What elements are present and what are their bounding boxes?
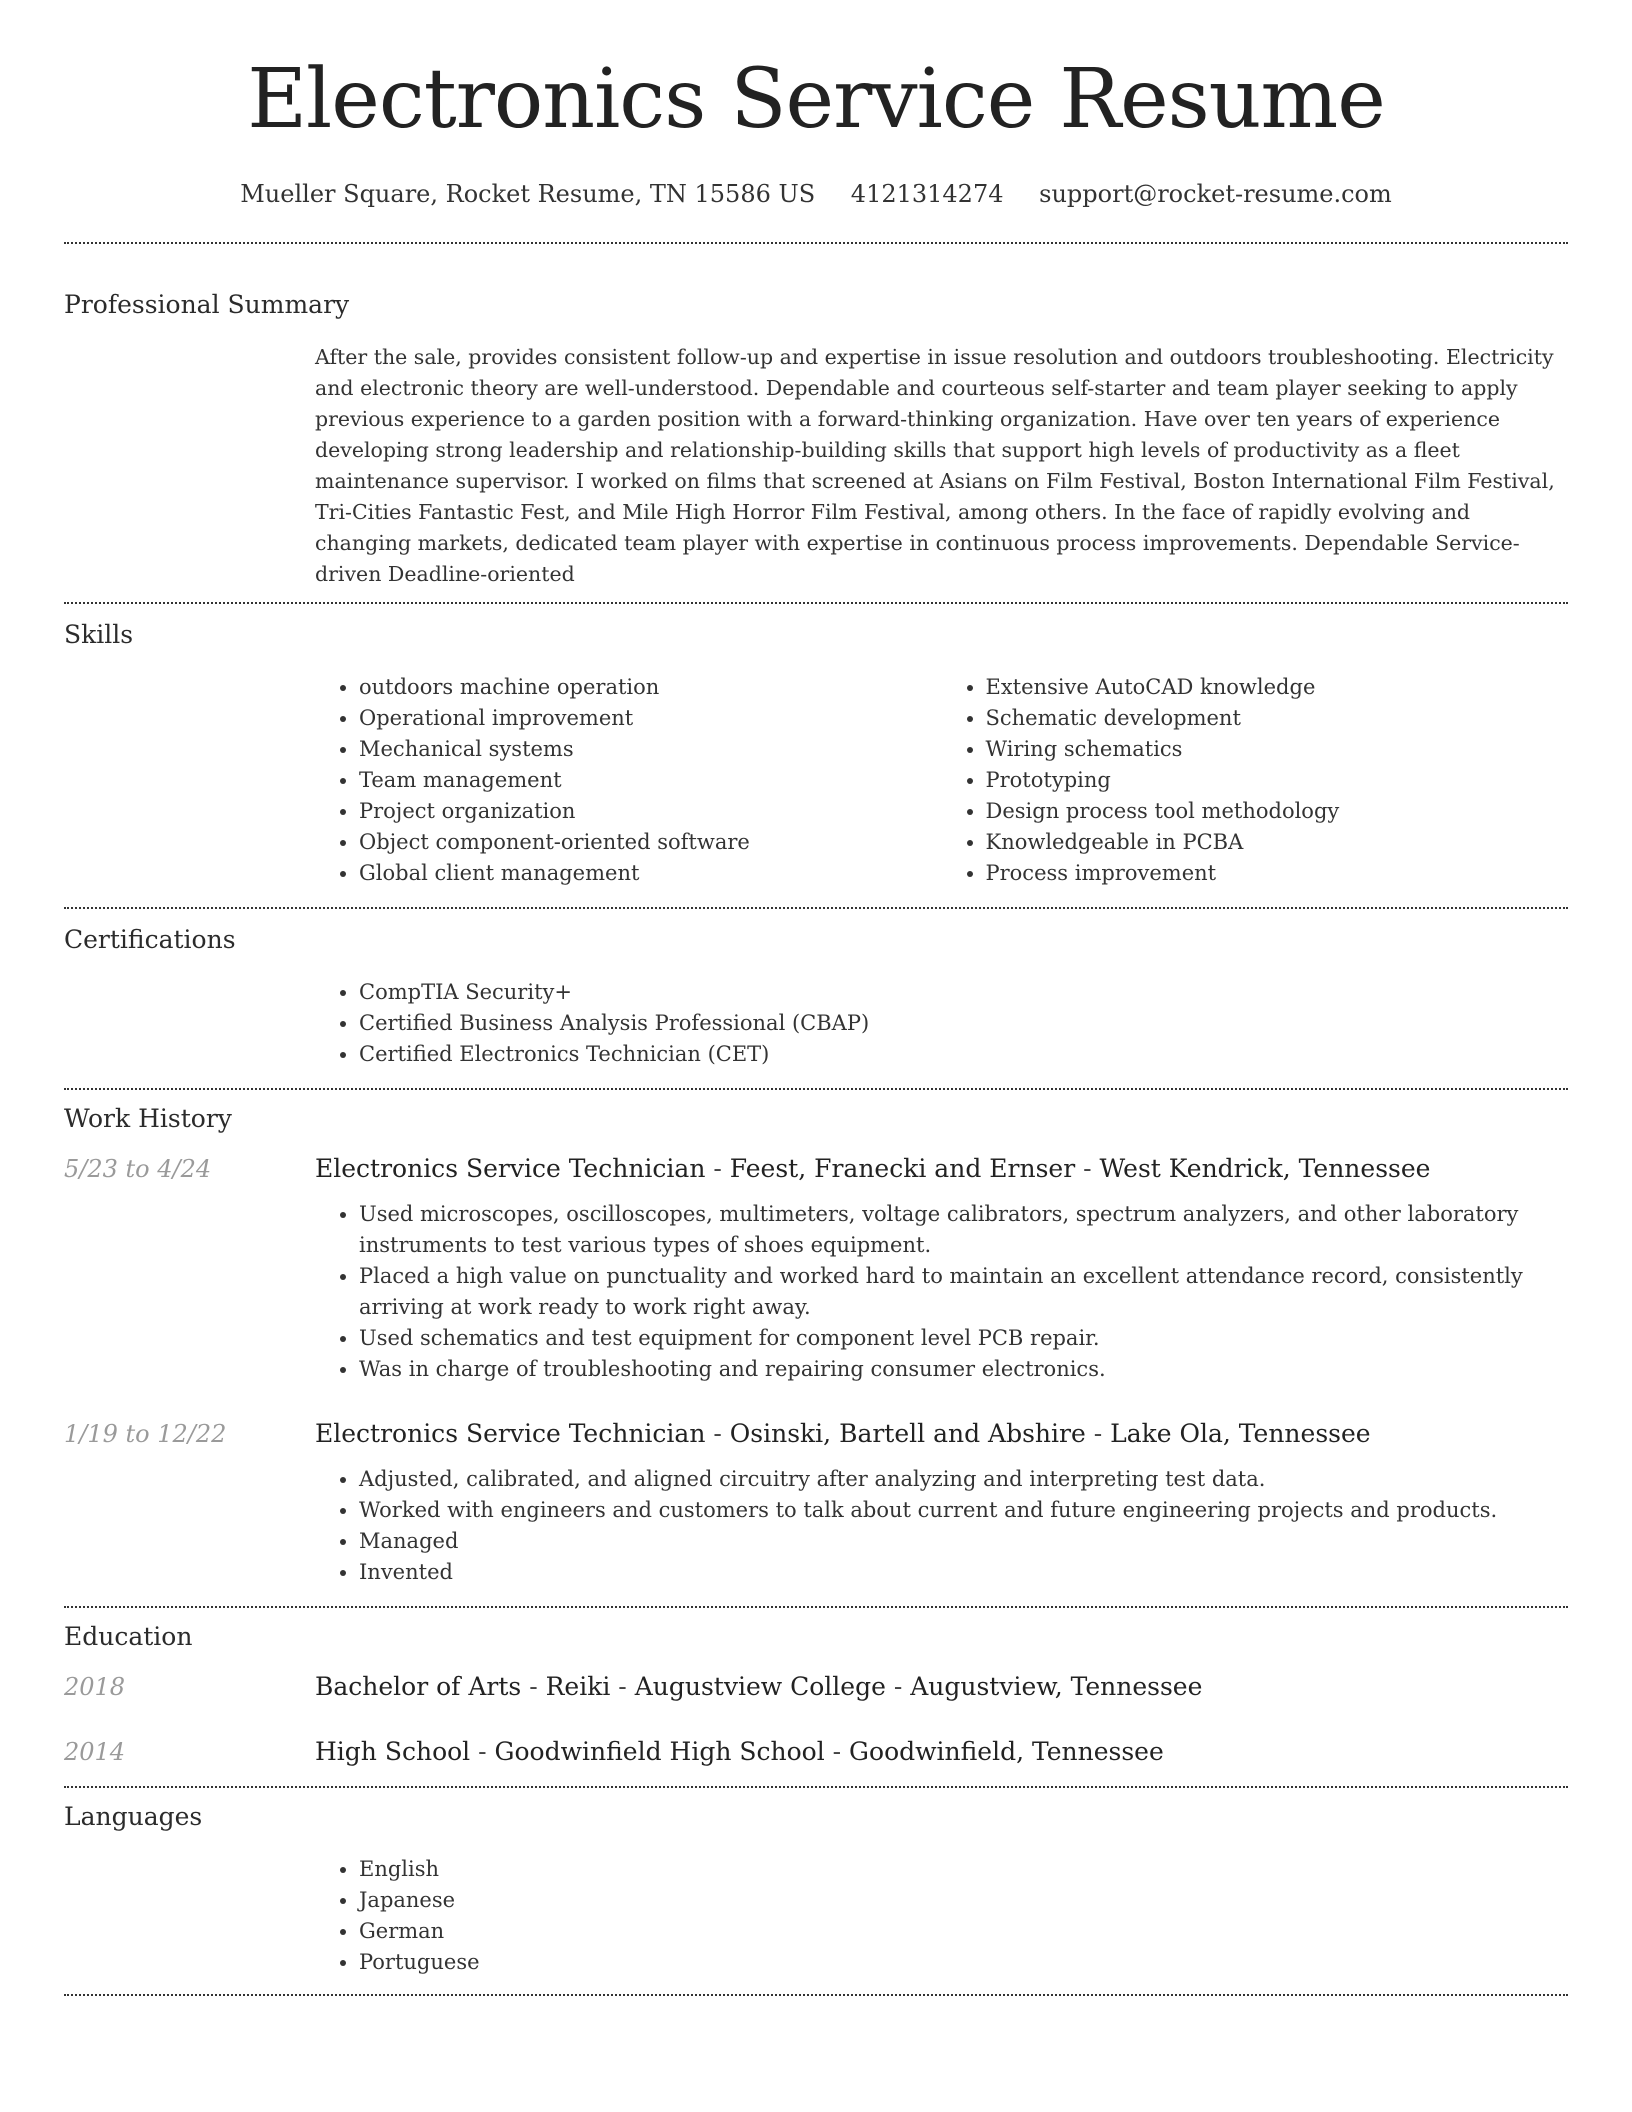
- skill-item: • Process improvement: [986, 858, 1569, 889]
- language-item: • Japanese: [359, 1885, 1568, 1916]
- job-title-line: [315, 1154, 1430, 1183]
- education-year: 2014: [64, 1738, 126, 1766]
- education-line: [315, 1672, 1202, 1701]
- skills-columns: [315, 672, 1568, 889]
- job-role: Electronics Service Technician: [315, 1154, 706, 1183]
- skill-item: • Knowledgeable in PCBA: [986, 827, 1569, 858]
- job-dates: 1/19 to 12/22: [64, 1420, 227, 1448]
- skill-item: • Design process tool methodology: [986, 796, 1569, 827]
- skills-list-left: [315, 672, 942, 889]
- separator: -: [1085, 1419, 1111, 1448]
- education-entry: [64, 1737, 1568, 1766]
- job-bullet: • Managed: [359, 1526, 1568, 1557]
- education-degree: High School: [315, 1737, 471, 1766]
- skills-section: [0, 604, 1632, 889]
- section-heading: Professional Summary: [64, 290, 350, 319]
- skill-item: • Object component-oriented software: [359, 827, 942, 858]
- skills-list-right: [942, 672, 1569, 889]
- separator: -: [470, 1737, 495, 1766]
- job-dates: 5/23 to 4/24: [64, 1155, 212, 1183]
- education-year: 2018: [64, 1673, 126, 1701]
- job-location: Lake Ola, Tennessee: [1110, 1419, 1371, 1448]
- certification-item: • Certified Business Analysis Professional (CBAP): [359, 1008, 1568, 1039]
- job-bullet: • Was in charge of troubleshooting and repairing consumer electronics.: [359, 1354, 1568, 1385]
- separator: -: [885, 1672, 911, 1701]
- education-entry: [64, 1672, 1568, 1701]
- job-bullet: • Adjusted, calibrated, and aligned circuitry after analyzing and interpreting test data.: [359, 1464, 1568, 1495]
- job-header: [64, 1419, 1568, 1448]
- education-line: [315, 1737, 1164, 1766]
- skill-item: • Schematic development: [986, 703, 1569, 734]
- resume-title: Electronics Service Resume: [247, 52, 1385, 147]
- skill-item: • Mechanical systems: [359, 734, 942, 765]
- job-bullet: • Worked with engineers and customers to talk about current and future engineering projects and products.: [359, 1495, 1568, 1526]
- job-location: West Kendrick, Tennessee: [1099, 1154, 1431, 1183]
- job-role: Electronics Service Technician: [315, 1419, 706, 1448]
- section-heading: Work History: [64, 1104, 232, 1133]
- job-bullet: • Placed a high value on punctuality and worked hard to maintain an excellent attendance record, consistently arriving at work ready to work right away.: [359, 1261, 1568, 1323]
- section-heading: Education: [64, 1622, 193, 1651]
- skill-item: • outdoors machine operation: [359, 672, 942, 703]
- certifications-content: [315, 977, 1568, 1070]
- section-heading: Languages: [64, 1802, 203, 1831]
- job-bullets: [315, 1199, 1568, 1385]
- summary-section: [0, 244, 1632, 590]
- separator: -: [705, 1154, 730, 1183]
- language-item: • German: [359, 1916, 1568, 1947]
- certification-item: • Certified Electronics Technician (CET): [359, 1039, 1568, 1070]
- separator: -: [824, 1737, 850, 1766]
- education-location: Goodwinfield, Tennessee: [849, 1737, 1164, 1766]
- section-heading: Skills: [64, 620, 134, 649]
- job-entry: [64, 1419, 1568, 1588]
- contact-email: support@rocket-resume.com: [1039, 180, 1392, 208]
- languages-section: [0, 1788, 1632, 1978]
- skill-item: • Project organization: [359, 796, 942, 827]
- skill-item: • Wiring schematics: [986, 734, 1569, 765]
- work-history-section: [0, 1090, 1632, 1588]
- job-bullet: • Used schematics and test equipment for component level PCB repair.: [359, 1323, 1568, 1354]
- education-location: Augustview, Tennessee: [910, 1672, 1203, 1701]
- education-degree: Bachelor of Arts: [315, 1672, 522, 1701]
- skill-item: • Operational improvement: [359, 703, 942, 734]
- separator: -: [705, 1419, 730, 1448]
- section-heading: Certifications: [64, 925, 236, 954]
- languages-content: [315, 1854, 1568, 1978]
- contact-address: Mueller Square, Rocket Resume, TN 15586 US: [240, 180, 816, 208]
- certifications-section: [0, 909, 1632, 1070]
- separator: -: [1075, 1154, 1100, 1183]
- certifications-list: [315, 977, 1568, 1070]
- language-item: • English: [359, 1854, 1568, 1885]
- separator: -: [521, 1672, 546, 1701]
- job-company: Feest, Franecki and Ernser: [729, 1154, 1076, 1183]
- language-item: • Portuguese: [359, 1947, 1568, 1978]
- skill-item: • Prototyping: [986, 765, 1569, 796]
- job-bullets: [315, 1464, 1568, 1588]
- education-school: Augustview College: [634, 1672, 886, 1701]
- job-title-line: [315, 1419, 1371, 1448]
- education-school: Goodwinfield High School: [494, 1737, 825, 1766]
- education-field: Reiki: [545, 1672, 611, 1701]
- skill-item: • Global client management: [359, 858, 942, 889]
- job-header: [64, 1154, 1568, 1183]
- skill-item: • Team management: [359, 765, 942, 796]
- languages-list: [315, 1854, 1568, 1978]
- contact-phone: 4121314274: [850, 180, 1004, 208]
- job-entry: [64, 1154, 1568, 1385]
- divider: [64, 1994, 1568, 1996]
- education-section: [0, 1608, 1632, 1766]
- separator: -: [610, 1672, 635, 1701]
- job-bullet: • Used microscopes, oscilloscopes, multimeters, voltage calibrators, spectrum analyzers, and other laboratory instruments to test various types of shoes equipment.: [359, 1199, 1568, 1261]
- job-bullet: • Invented: [359, 1557, 1568, 1588]
- certification-item: • CompTIA Security+: [359, 977, 1568, 1008]
- skill-item: • Extensive AutoCAD knowledge: [986, 672, 1569, 703]
- contact-line: [0, 180, 1632, 208]
- job-company: Osinski, Bartell and Abshire: [729, 1419, 1086, 1448]
- summary-text: After the sale, provides consistent follow-up and expertise in issue resolution and outdoors troubleshooting. Electricity and electronic theory are well-understood. Dependable and courteous self-starter and team player seeking to apply previous experience to a garden position with a forward-thinking organization. Have over ten years of experience developing strong leadership and relationship-building skills that support high levels of productivity as a fleet maintenance supervisor. I worked on films that screened at Asians on Film Festival, Boston International Film Festival, Tri-Cities Fantastic Fest, and Mile High Horror Film Festival, among others. In the face of rapidly evolving and changing markets, dedicated team player with expertise in continuous process improvements. Dependable Service-driven Deadline-oriented: [315, 345, 1555, 586]
